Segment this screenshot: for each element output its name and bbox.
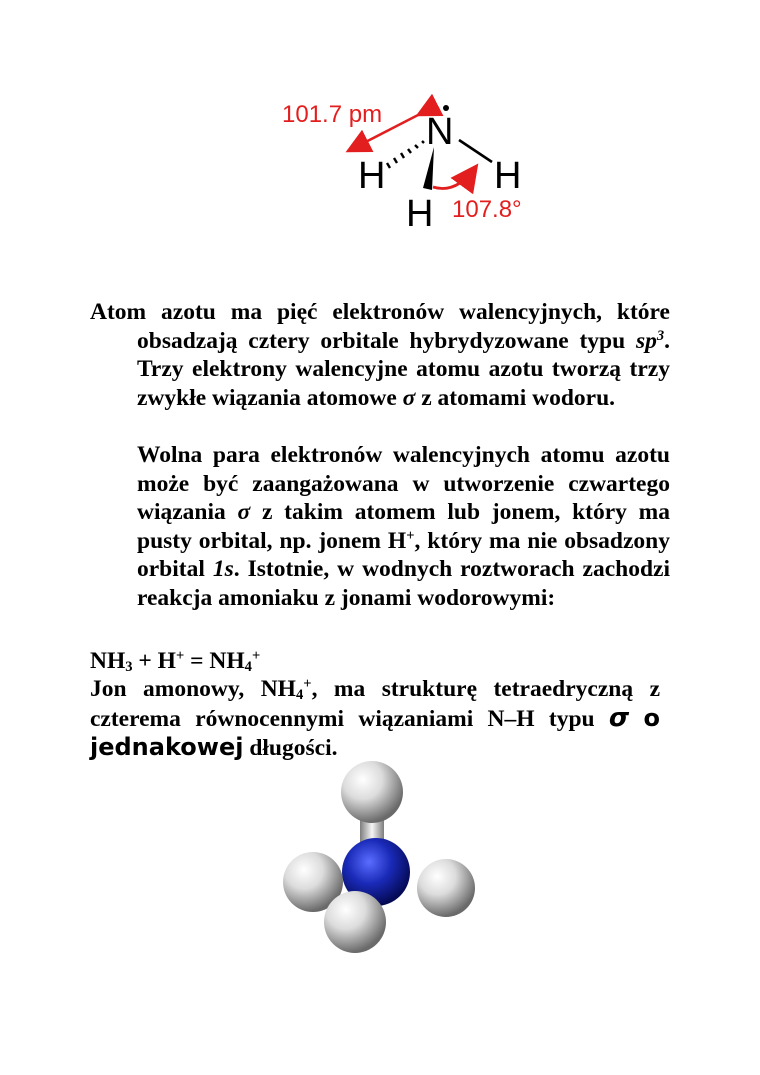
wedge-bond [423,147,434,190]
ammonia-structure-diagram [270,92,540,240]
atom-hydrogen-right: H [494,155,522,197]
atom-nitrogen: N [426,111,454,153]
paragraph-lone-pair: Wolna para elektronów walencyjnych atomu azotu może być zaangażowana w utworzenie czwartego wiązania σ z takim atomem lub jonem, który ma pusty orbital, np. jonem H+, który ma nie obsadzony orbital 1s. Istotnie, w wodnych roztworach zachodzi reakcja amoniaku z jonami wodorowymi: [137,442,670,611]
reaction-equation: $NH_3 + H^+ = NH_4^+$ [90,648,261,675]
bond-angle-arc [433,168,475,188]
bond-length-label: 101.7 pm [282,101,383,128]
paragraph-ammonium: Jon amonowy, $NH_4^+$, ma strukturę tetraedryczną z czterema równocennymi wiązaniami N–H typu σ o jednakowej długości. [90,676,660,762]
atom-hydrogen-bottom: H [406,193,434,235]
hydrogen-ball-top [341,761,403,823]
ammonium-ball-and-stick-model [272,760,486,960]
paragraph-valence: Atom azotu ma pięć elektronów walencyjnych, które obsadzają cztery orbitale hybrydyzowane typu $sp^3$. Trzy elektrony walencyjne atomu azotu tworzą trzy zwykłe wiązania atomowe σ z atomami wodoru. [90,299,670,411]
atom-hydrogen-left: H [358,155,386,197]
bond-angle-label: 107.8° [452,196,522,223]
hydrogen-ball-right [417,859,475,917]
hydrogen-ball-front [324,891,386,953]
plain-bond [459,140,492,162]
hashed-bond [387,141,424,168]
